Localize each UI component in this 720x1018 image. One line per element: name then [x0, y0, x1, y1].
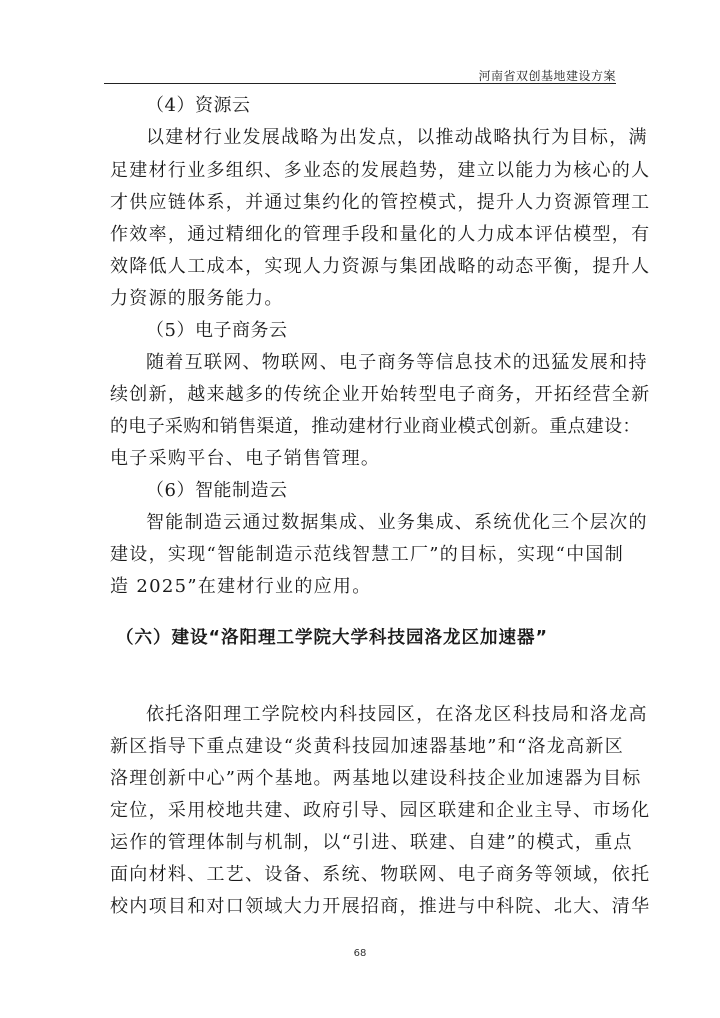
paragraph-line: 作效率，通过精细化的管理手段和量化的人力成本评估模型，有 — [110, 224, 651, 245]
paragraph-line: 续创新，越来越多的传统企业开始转型电子商务，开拓经营全新 — [110, 384, 651, 405]
paragraph-line: 足建材行业多组织、多业态的发展趋势，建立以能力为核心的人 — [110, 160, 651, 181]
paragraph-line: 电子采购平台、电子销售管理。 — [110, 448, 381, 469]
header-title: 河南省双创基地建设方案 — [478, 69, 616, 83]
paragraph-line: 智能制造云通过数据集成、业务集成、系统优化三个层次的 — [146, 512, 648, 533]
paragraph-line: 洛理创新中心”两个基地。两基地以建设科技企业加速器为目标 — [110, 768, 642, 789]
paragraph-line: 定位，采用校地共建、政府引导、园区联建和企业主导、市场化 — [110, 800, 651, 821]
paragraph-line: 以建材行业发展战略为出发点，以推动战略执行为目标，满 — [146, 127, 648, 148]
paragraph-line: 效降低人工成本，实现人力资源与集团战略的动态平衡，提升人 — [110, 256, 651, 277]
subsection-heading-smart-manufacturing-cloud: （6）智能制造云 — [146, 480, 288, 501]
subsection-heading-resource-cloud: （4）资源云 — [146, 95, 251, 116]
paragraph-line: 运作的管理体制与机制，以“引进、联建、自建”的模式，重点 — [110, 832, 633, 853]
paragraph-line: 面向材料、工艺、设备、系统、物联网、电子商务等领域，依托 — [110, 864, 651, 885]
page-number: 68 — [353, 948, 367, 959]
paragraph-line: 校内项目和对口领域大力开展招商，推进与中科院、北大、清华 — [110, 896, 651, 917]
paragraph-line: 新区指导下重点建设“炎黄科技园加速器基地”和“洛龙高新区 — [110, 736, 625, 757]
paragraph-line: 力资源的服务能力。 — [110, 288, 284, 309]
paragraph-line: 随着互联网、物联网、电子商务等信息技术的迅猛发展和持 — [146, 352, 648, 373]
paragraph-line: 的电子采购和销售渠道，推动建材行业商业模式创新。重点建设： — [110, 416, 641, 437]
paragraph-line: 依托洛阳理工学院校内科技园区，在洛龙区科技局和洛龙高 — [146, 704, 648, 725]
header-divider — [104, 83, 616, 84]
section-heading: （六）建设“洛阳理工学院大学科技园洛龙区加速器” — [116, 628, 549, 648]
paragraph-line: 才供应链体系，并通过集约化的管控模式，提升人力资源管理工 — [110, 192, 651, 213]
paragraph-line: 建设，实现“智能制造示范线智慧工厂”的目标，实现“中国制 — [110, 544, 625, 565]
subsection-heading-ecommerce-cloud: （5）电子商务云 — [146, 320, 288, 341]
paragraph-line: 造 2025”在建材行业的应用。 — [110, 576, 372, 597]
